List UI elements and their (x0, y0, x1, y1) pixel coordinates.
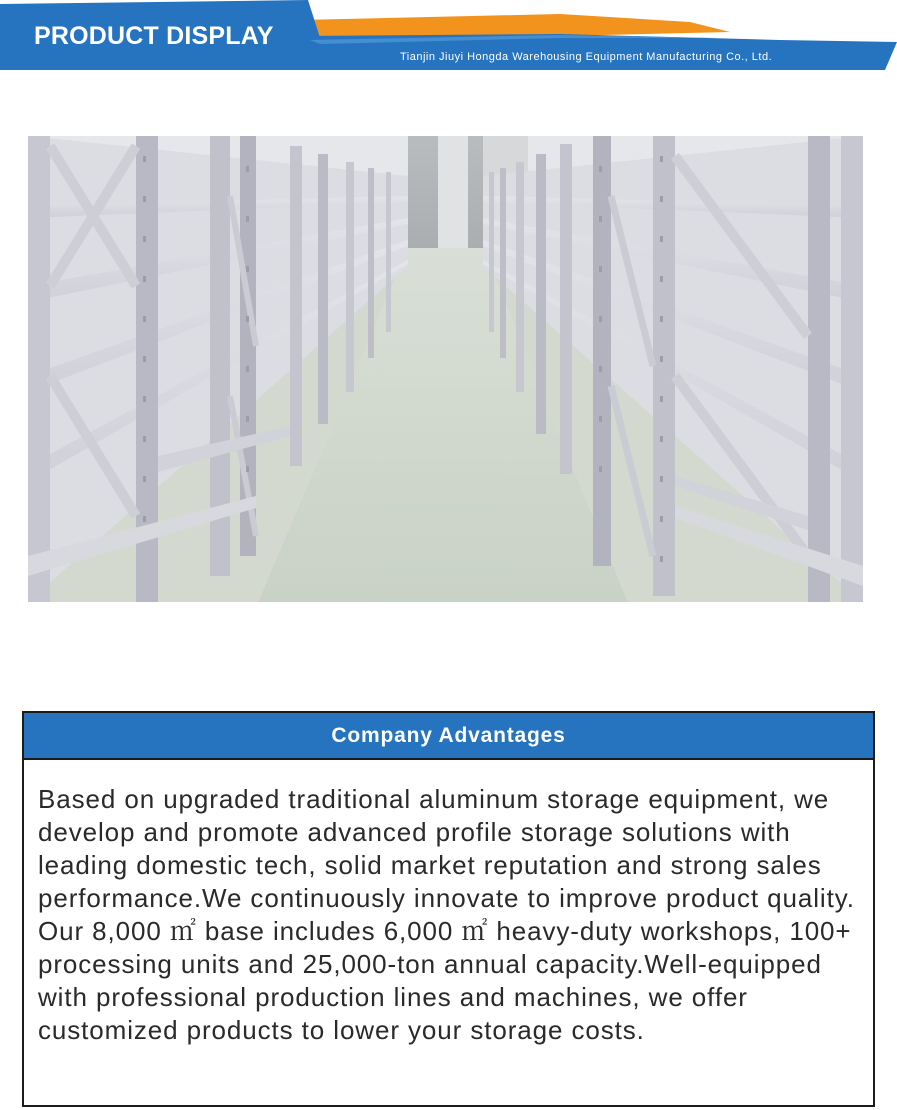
company-name: Tianjin Jiuyi Hongda Warehousing Equipment Manufacturing Co., Ltd. (400, 51, 773, 63)
page-title: PRODUCT DISPLAY (34, 22, 274, 50)
product-photo (28, 136, 863, 602)
advantages-text: Based on upgraded traditional aluminum storage equipment, we develop and promote advanced profile storage solutions with leading domestic tech, solid market reputation and strong sales performance.We continuously innovate to improve product quality. Our 8,000 ㎡ base includes 6,000 ㎡ heavy-duty workshops, 100+ processing units and 25,000-ton annual capacity.Well-equipped with professional production lines and machines, we offer customized products to lower your storage costs. (38, 784, 855, 1045)
advantages-header (24, 713, 873, 760)
header-banner (0, 0, 897, 72)
advantages-title: Company Advantages (331, 723, 566, 747)
company-advantages-panel (22, 711, 875, 1107)
warehouse-shelving-photo (28, 136, 863, 602)
